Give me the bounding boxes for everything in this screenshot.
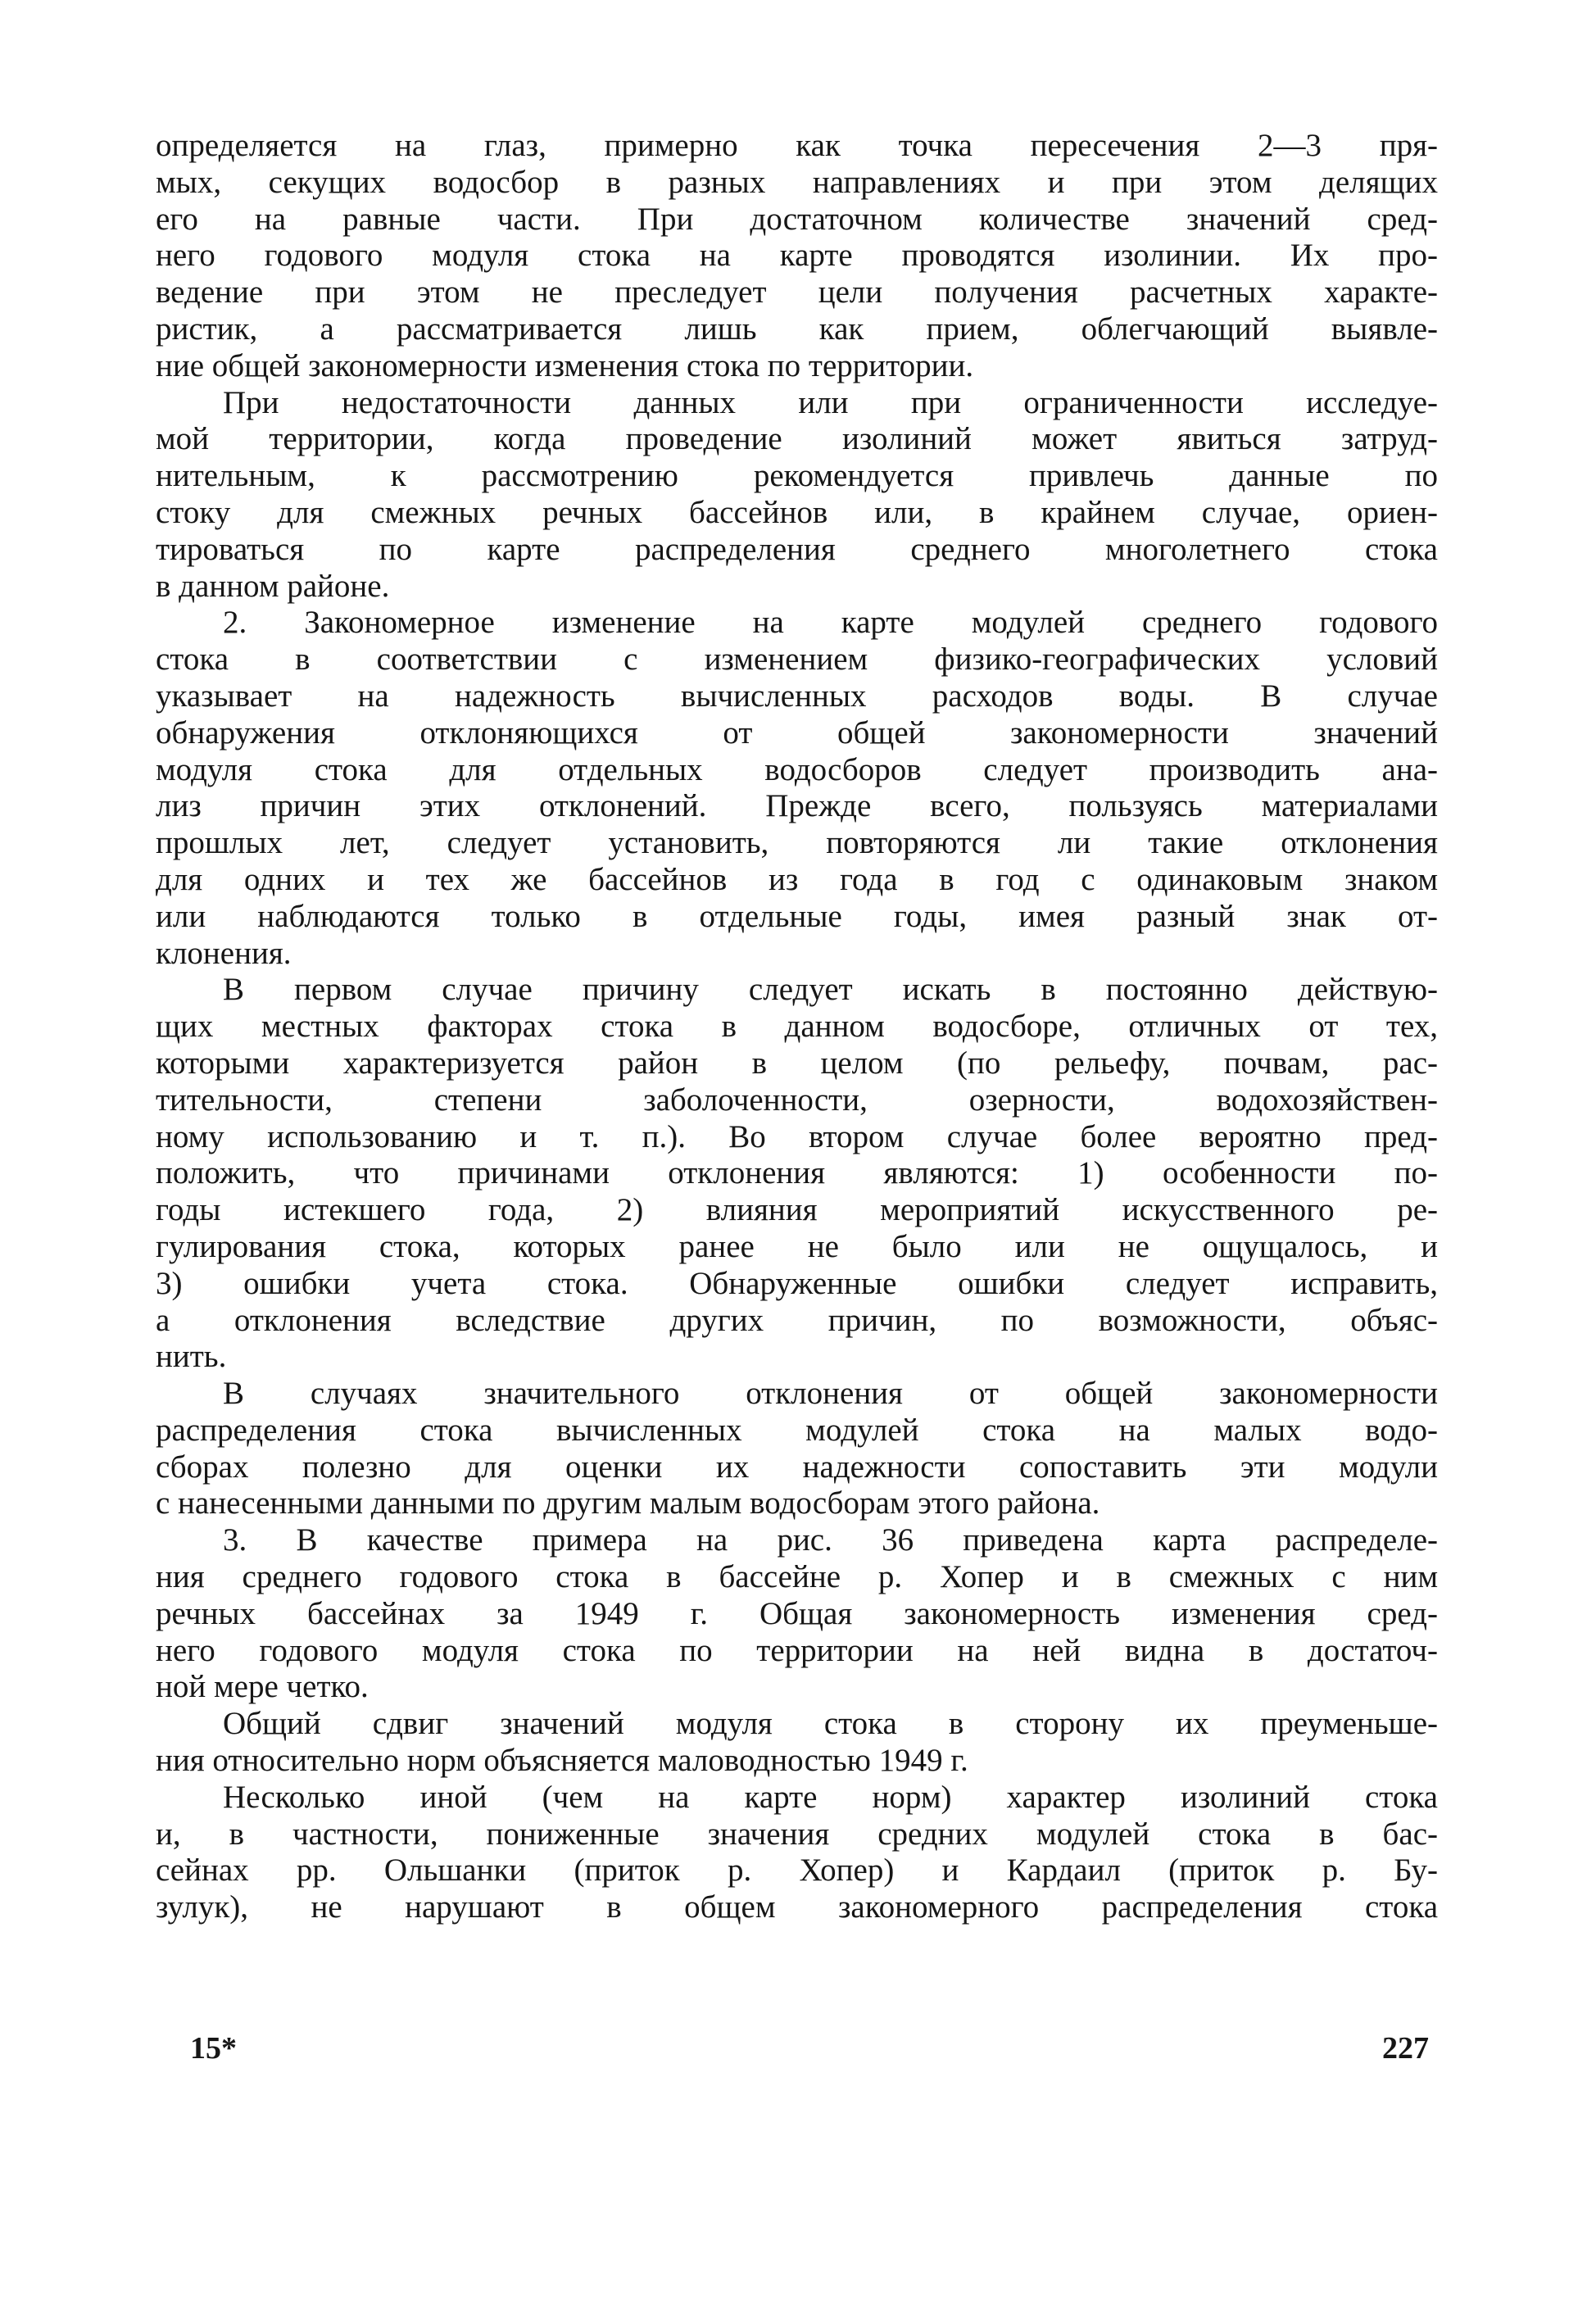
text-line: нительным, к рассмотрению рекомендуется привлечь данные по [156,458,1438,494]
text-line: сейнах рр. Ольшанки (приток р. Хопер) и Кардаил (приток р. Бу- [156,1853,1438,1889]
text-line: 3) ошибки учета стока. Обнаруженные ошибки следует исправить, [156,1265,1438,1301]
text-line: При недостаточности данных или при ограниченности исследуе- [223,384,1438,420]
paragraph [156,1522,1438,1706]
paragraph [156,1780,1438,1926]
text-line: стока в соответствии с изменением физико-географических условий [156,642,1438,678]
text-line: ристик, а рассматривается лишь как прием, облегчающий выявле- [156,311,1438,347]
text-line: определяется на глаз, примерно как точка пересечения 2—3 пря- [156,128,1438,163]
text-line: него годового модуля стока на карте проводятся изолинии. Их про- [156,238,1438,274]
printer-signature-mark: 15* [190,2031,237,2066]
text-line: или наблюдаются только в отдельные годы, имея разный знак от- [156,898,1438,934]
text-line: 2. Закономерное изменение на карте модулей среднего годового [223,605,1438,641]
text-line: мой территории, когда проведение изолиний может явиться затруд- [156,421,1438,457]
text-line: речных бассейнах за 1949 г. Общая закономерность изменения сред- [156,1595,1438,1631]
text-line: В случаях значительного отклонения от общей закономерности [223,1376,1438,1412]
text-line: нить. [156,1339,227,1375]
text-line: положить, что причинами отклонения являются: 1) особенности по- [156,1155,1438,1191]
text-line: Общий сдвиг значений модуля стока в сторону их преуменьше- [223,1706,1438,1742]
paragraph [156,972,1438,1376]
paragraph [156,605,1438,972]
text-line: стоку для смежных речных бассейнов или, в крайнем случае, ориен- [156,494,1438,530]
text-line: тироваться по карте распределения среднего многолетнего стока [156,531,1438,567]
text-line: тительности, степени заболоченности, озерности, водохозяйствен- [156,1082,1438,1118]
text-line: ведение при этом не преследует цели получения расчетных характе- [156,274,1438,311]
text-line: Несколько иной (чем на карте норм) характер изолиний стока [223,1779,1438,1815]
text-line: зулук), не нарушают в общем закономерного распределения стока [156,1889,1438,1925]
text-line: его на равные части. При достаточном количестве значений сред- [156,201,1438,237]
page-body [156,128,1438,1926]
text-line: ние общей закономерности изменения стока по территории. [156,347,974,383]
text-line: а отклонения вследствие других причин, по возможности, объяс- [156,1302,1438,1338]
text-line: годы истекшего года, 2) влияния мероприятий искусственного ре- [156,1192,1438,1228]
text-line: прошлых лет, следует установить, повторяются ли такие отклонения [156,825,1438,861]
text-line: В первом случае причину следует искать в постоянно действую- [223,972,1438,1008]
paragraph [156,1706,1438,1780]
text-line: лиз причин этих отклонений. Прежде всего, пользуясь материалами [156,788,1438,824]
text-line: для одних и тех же бассейнов из года в год с одинаковым знаком [156,861,1438,897]
text-line: ной мере четко. [156,1669,369,1705]
text-line: с нанесенными данными по другим малым водосборам этого района. [156,1485,1100,1522]
text-line: него годового модуля стока по территории на ней видна в достаточ- [156,1632,1438,1668]
text-line: ния относительно норм объясняется маловодностью 1949 г. [156,1743,968,1779]
text-line: клонения. [156,935,292,971]
paragraph [156,385,1438,605]
text-line: указывает на надежность вычисленных расходов воды. В случае [156,678,1438,714]
text-line: модуля стока для отдельных водосборов следует производить ана- [156,751,1438,787]
text-line: обнаружения отклоняющихся от общей закономерности значений [156,714,1438,751]
text-line: распределения стока вычисленных модулей стока на малых водо- [156,1412,1438,1448]
text-line: щих местных факторах стока в данном водосборе, отличных от тех, [156,1009,1438,1045]
text-line: ния среднего годового стока в бассейне р. Хопер и в смежных с ним [156,1559,1438,1595]
paragraph [156,1376,1438,1522]
text-line: которыми характеризуется район в целом (по рельефу, почвам, рас- [156,1045,1438,1081]
text-line: сборах полезно для оценки их надежности сопоставить эти модули [156,1449,1438,1485]
text-line: 3. В качестве примера на рис. 36 приведена карта распределе- [223,1522,1438,1558]
paragraph [156,128,1438,385]
text-line: мых, секущих водосбор в разных направлениях и при этом делящих [156,164,1438,200]
page-number: 227 [1382,2031,1429,2066]
text-line: ному использованию и т. п.). Во втором случае более вероятно пред- [156,1118,1438,1154]
text-line: и, в частности, пониженные значения средних модулей стока в бас- [156,1816,1438,1852]
text-line: в данном районе. [156,568,390,604]
text-line: гулирования стока, которых ранее не было или не ощущалось, и [156,1228,1438,1264]
